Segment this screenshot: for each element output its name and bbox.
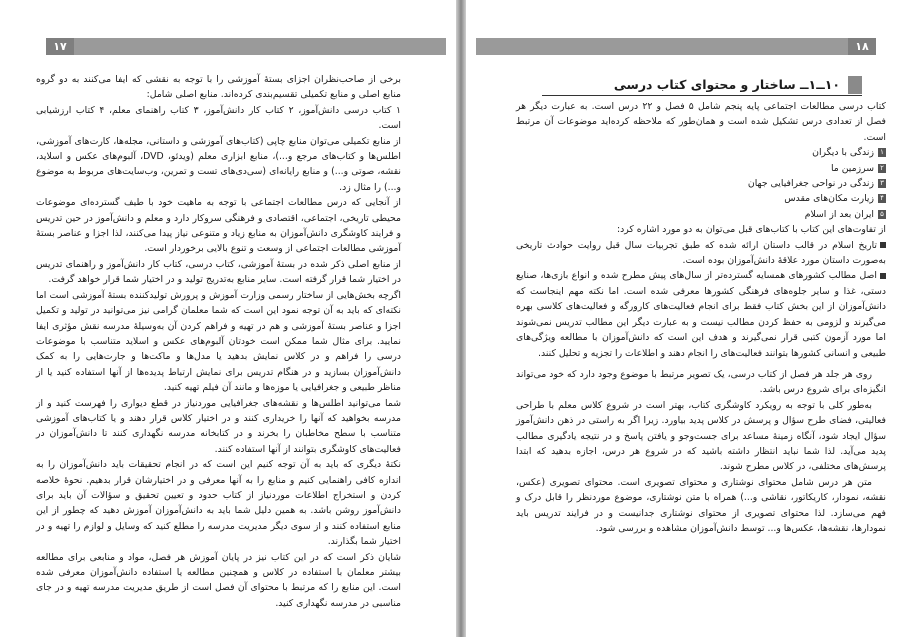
chapter-label: ایران بعد از اسلام: [804, 208, 874, 220]
chapter-label: زندگی در نواحی جغرافیایی جهان: [747, 178, 874, 190]
number-badge: ۵: [878, 210, 886, 219]
page-header-bar: [46, 38, 446, 55]
right-page: [466, 0, 922, 637]
number-badge: ۳: [878, 179, 886, 188]
left-page: [0, 0, 456, 637]
page-number: ۱۷: [46, 38, 74, 55]
paragraph: برخی از صاحب‌نظران اجزای بستهٔ آموزشی را با توجه به نقشی که ایفا می‌کنند به دو گروه منابع اصلی و منابع تکمیلی تقسیم‌بندی کرده‌اند. منابع اصلی شامل:: [36, 74, 401, 101]
page-number: ۱۸: [848, 38, 876, 55]
paragraph: از منابع اصلی ذکر شده در بستهٔ آموزشی، کتاب درسی، کتاب کار دانش‌آموز و راهنمای تدریس در اختیار شما قرار گرفته است. سایر منابع به‌تدریج تولید و در اختیار شما قرار خواهد گرفت.: [36, 258, 401, 286]
section-heading: [542, 76, 862, 98]
paragraph: شما می‌توانید اطلس‌ها و نقشه‌های جغرافیایی موردنیاز در قطع دیواری را فهرست کنید و از مدرسه بخواهید که آنها را خریداری کنند و در اختیار کلاس قرار دهند و یا کتاب‌های آموزشی متناسب با سطح مخاطبان را بخرند و در کتابخانه مدرسه نگهداری کنند تا دانش‌آموزان در فعالیت‌های کاوشگری بتوانند از آنها استفاده کنند.: [36, 397, 401, 455]
list-item: [516, 176, 886, 191]
book-gutter: [456, 0, 466, 637]
paragraph: روی هر جلد هر فصل از کتاب درسی، یک تصویر مرتبط با موضوع وجود دارد که خود می‌تواند انگیزه‌ای برای شروع درس باشد.: [516, 368, 886, 396]
heading-marker-icon: [848, 76, 862, 94]
left-page-body: [36, 72, 401, 611]
bullet-text: اصل مطالب کشورهای همسایه گسترده‌تر از سال‌های پیش مطرح شده و انواع بازی‌ها، صنایع دستی، غذا و سایر جلوه‌های فرهنگی کشورها معرفی شده است. اما نکته مهم اینجاست که دانش‌آموزان از این بخش کتاب فقط برای انجام فعالیت‌های کارورگه و فعالیت‌های کلاسی بهره می‌گیرند و لزومی به حفظ کردن مطالب نیست و به عبارت دیگر این مطالب تدریس نمی‌شوند اما مورد آزمون کتبی قرار نمی‌گیرند و هدف این است که دانش‌آموزان با مطالعه ویژگی‌های طبیعی و انسانی کشورها بتوانند فعالیت‌های را انجام دهند و اطلاعات را تجزیه و تحلیل کنند.: [516, 270, 886, 359]
bullet-square-icon: [880, 273, 886, 279]
paragraph: به‌طور کلی با توجه به رویکرد کاوشگری کتاب، بهتر است در شروع کلاس معلم با طراحی فعالیتی، فضای طرح سؤال و پرسش در کلاس پدید بیاورد. زیرا اگر به راستی در ذهن دانش‌آموز سؤال ایجاد شود، آنگاه زمینهٔ مساعد برای جست‌وجو و یافتن پاسخ و در نتیجه یادگیری مطالب پدید می‌آید. لذا شما نباید انتظار داشته باشید که در شروع هر درس، اجازه بدهید که ابتدا پرسش‌های مختلفی، در کلاس مطرح شوند.: [516, 399, 886, 473]
paragraph: از تفاوت‌های این کتاب با کتاب‌های قبل می‌توان به دو مورد اشاره کرد:: [616, 224, 886, 236]
chapter-list: [516, 145, 886, 222]
bullet-text: تاریخ اسلام در قالب داستان ارائه شده که طبق تجربیات سال قبل روایت حوادث تاریخی به‌صورت داستان مورد علاقهٔ دانش‌آموزان بوده است.: [516, 239, 886, 267]
bullet-square-icon: [880, 242, 886, 248]
number-badge: ۲: [878, 164, 886, 173]
chapter-label: زندگی با دیگران: [812, 147, 874, 159]
list-item: [516, 207, 886, 222]
right-page-body: [516, 99, 886, 536]
number-badge: ۱: [878, 148, 886, 157]
list-item: [516, 145, 886, 160]
paragraph: از آنجایی که درس مطالعات اجتماعی با توجه به ماهیت خود با طیف گسترده‌ای موضوعات محیطی تاریخی، اجتماعی، اقتصادی و فرهنگی سروکار دارد و معلم و دانش‌آموز در حین تدریس و فرایند کاوشگری دانش‌آموزان به منابع زیاد و متنوعی نیاز پیدا می‌کنند، لذا اجزا و عناصر بستهٔ آموزشی مطالعات اجتماعی از وسعت و تنوع بالایی برخوردار است.: [36, 197, 401, 255]
paragraph: شایان ذکر است که در این کتاب نیز در پایان آموزش هر فصل، مواد و منابعی برای مطالعه بیشتر معلمان با استفاده در کلاس و همچنین مطالعه یا استفاده دانش‌آموزان معرفی شده است. این منابع را که مرتبط با محتوای آن فصل است از طریق مدیریت مدرسه تهیه و در جای مناسبی در مدرسه نگهداری کنید.: [36, 551, 401, 609]
chapter-label: زیارت مکان‌های مقدس: [784, 193, 874, 205]
chapter-label: سرزمین ما: [830, 162, 874, 174]
paragraph: نکتهٔ دیگری که باید به آن توجه کنیم این است که در انجام تحقیقات باید دانش‌آموزان را به اندازه کافی راهنمایی کنیم و منابع را به آنها معرفی و در اختیارشان قرار بدهیم. نحوهٔ خلاصه کردن و استخراج اطلاعات موردنیاز از کتاب حدود و تعیین تحقیق و سؤالات آن باید برای دانش‌آموز روشن باشد. به همین دلیل شما باید به دانش‌آموزان آموزش دهید که چطور از این منابع استفاده کنند و از سوی دیگر مدیریت مدرسه را مطلع کنید که وسایل و لوازم را تهیه و در اختیار شما بگذارند.: [36, 459, 401, 548]
bullet-paragraph: [516, 268, 886, 360]
intro-paragraph: کتاب درسی مطالعات اجتماعی پایه پنجم شامل ۵ فصل و ۲۲ درس است. به عبارت دیگر هر فصل از تعدادی درس تشکیل شده است و همان‌طور که ملاحظه کرده‌اید موضوعات آن مرتبط است.: [516, 101, 886, 143]
paragraph: متن هر درس شامل محتوای نوشتاری و محتوای تصویری است. محتوای تصویری (عکس، نقشه، نمودار، کاریکاتور، نقاشی و...) همراه با متن نوشتاری، موضوع موردنظر را قابل درک و فهم می‌سازد. لذا محتوای تصویری از محتوای نوشتاری جدانیست و در فرایند تدریس باید نمودارها، نقشه‌ها، عکس‌ها و... توسط دانش‌آموزان مشاهده و بررسی شود.: [516, 476, 886, 534]
page-header-bar: [476, 38, 876, 55]
bullet-paragraph: [516, 238, 886, 269]
paragraph: از منابع تکمیلی می‌توان منابع چاپی (کتاب‌های آموزشی و داستانی، مجله‌ها، کارت‌های آموزشی، اطلس‌ها و کتاب‌های مرجع و...)، منابع ابزاری معلم (ویدئو، DVD، آلبوم‌های عکس و اسلاید، نقشه، صوتی و...) و منابع رایانه‌ای (سی‌دی‌های تست و تمرین، وب‌سایت‌های مربوط به موضوع و...) را مثال زد.: [36, 135, 402, 193]
list-item: [516, 161, 886, 176]
list-item: [516, 191, 886, 206]
section-title: ۱۰ــ۱ــ ساختار و محتوای کتاب درسی: [613, 77, 840, 92]
number-badge: ۴: [878, 194, 886, 203]
heading-underline: [542, 95, 862, 96]
paragraph: ۱ کتاب درسی دانش‌آموز، ۲ کتاب کار دانش‌آموز، ۳ کتاب راهنمای معلم، ۴ کتاب ارزشیابی است.: [36, 104, 402, 132]
paragraph: اگرچه بخش‌هایی از ساختار رسمی وزارت آموزش و پرورش تولیدکننده بستهٔ آموزشی است اما نکته‌ای که باید به آن توجه نمود این است که شما معلمان گرامی نیز می‌توانید در تولید و تکمیل اجزا و عناصر بستهٔ آموزشی و هم در تهیه و فراهم کردن آن به‌وسیلهٔ مدرسه نقش مؤثری ایفا نمایید. برای مثال شما ممکن است خودتان آلبوم‌های عکس و اسلاید متناسب با موضوعات درسی را فراهم و در کلاس نمایش بدهید یا مدل‌ها و ماکت‌ها و جارت‌هایی را به کمک دانش‌آموزان بسازید و در هنگام تدریس برای نمایش ارتباط پدیده‌ها از آنها استفاده کنید یا از مناظر طبیعی و جغرافیایی یا موزه‌ها و مانند آن فیلم تهیه کنید.: [36, 289, 401, 394]
